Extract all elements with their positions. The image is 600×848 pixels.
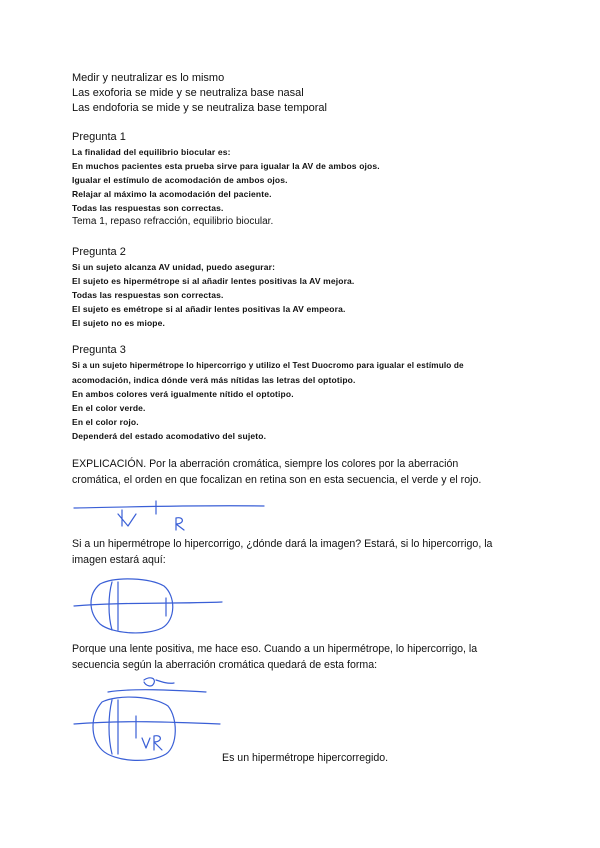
conclusion-text: Es un hipermétrope hipercorregido. [222, 752, 389, 764]
question-1-option-c: Relajar al máximo la acomodación del paciente. [72, 189, 272, 199]
question-3-option-d: Dependerá del estado acomodativo del sujeto. [72, 431, 267, 441]
question-1-title: Pregunta 1 [72, 131, 126, 143]
question-3-option-a: En ambos colores verá igualmente nítido el optotipo. [72, 389, 294, 399]
question-1-option-a: En muchos pacientes esta prueba sirve para igualar la AV de ambos ojos. [72, 161, 380, 171]
question-3-option-b: En el color verde. [72, 403, 146, 413]
intro-line-1: Medir y neutralizar es lo mismo [72, 72, 225, 84]
question-3-text-line-2: acomodación, indica dónde verá más nítidas las letras del optotipo. [72, 375, 356, 385]
question-2-option-d: El sujeto no es miope. [72, 318, 166, 328]
question-3-text-line-1: Si a un sujeto hipermétrope lo hipercorrigo y utilizo el Test Duocromo para igualar el estímulo de [72, 361, 464, 370]
question-3-option-c: En el color rojo. [72, 417, 139, 427]
question-1-note: Tema 1, repaso refracción, equilibrio biocular. [72, 216, 274, 227]
intro-line-3: Las endoforia se mide y se neutraliza base temporal [72, 102, 327, 114]
explanation-line-2: cromática, el orden en que focalizan en retina son en esta secuencia, el verde y el rojo. [72, 474, 482, 486]
question-2-option-b: Todas las respuestas son correctas. [72, 290, 224, 300]
eye-hypercorrected-image-sketch [72, 572, 232, 642]
explanation-line-6: secuencia según la aberración cromática quedará de esta forma: [72, 659, 378, 671]
question-1-option-d: Todas las respuestas son correctas. [72, 203, 224, 213]
explanation-line-1: EXPLICACIÓN. Por la aberración cromática, siempre los colores por la aberración [72, 458, 459, 470]
explanation-line-5: Porque una lente positiva, me hace eso. Cuando a un hipermétrope, lo hipercorrigo, la [72, 643, 478, 655]
question-2-option-c: El sujeto es emétrope si al añadir lentes positivas la AV empeora. [72, 304, 346, 314]
explanation-line-4: imagen estará aquí: [72, 554, 166, 566]
intro-line-2: Las exoforia se mide y se neutraliza base nasal [72, 87, 304, 99]
question-2-title: Pregunta 2 [72, 246, 126, 258]
question-1-text: La finalidad del equilibrio biocular es: [72, 147, 231, 157]
eye-chromatic-sequence-sketch [72, 676, 222, 768]
chromatic-focus-sketch [72, 496, 272, 536]
question-3-title: Pregunta 3 [72, 344, 126, 356]
question-2-option-a: El sujeto es hipermétrope si al añadir lentes positivas la AV mejora. [72, 276, 355, 286]
question-1-option-b: Igualar el estímulo de acomodación de ambos ojos. [72, 175, 288, 185]
explanation-line-3: Si a un hipermétrope lo hipercorrigo, ¿dónde dará la imagen? Estará, si lo hipercorrigo, la [72, 538, 493, 550]
question-2-text: Si un sujeto alcanza AV unidad, puedo asegurar: [72, 262, 276, 272]
